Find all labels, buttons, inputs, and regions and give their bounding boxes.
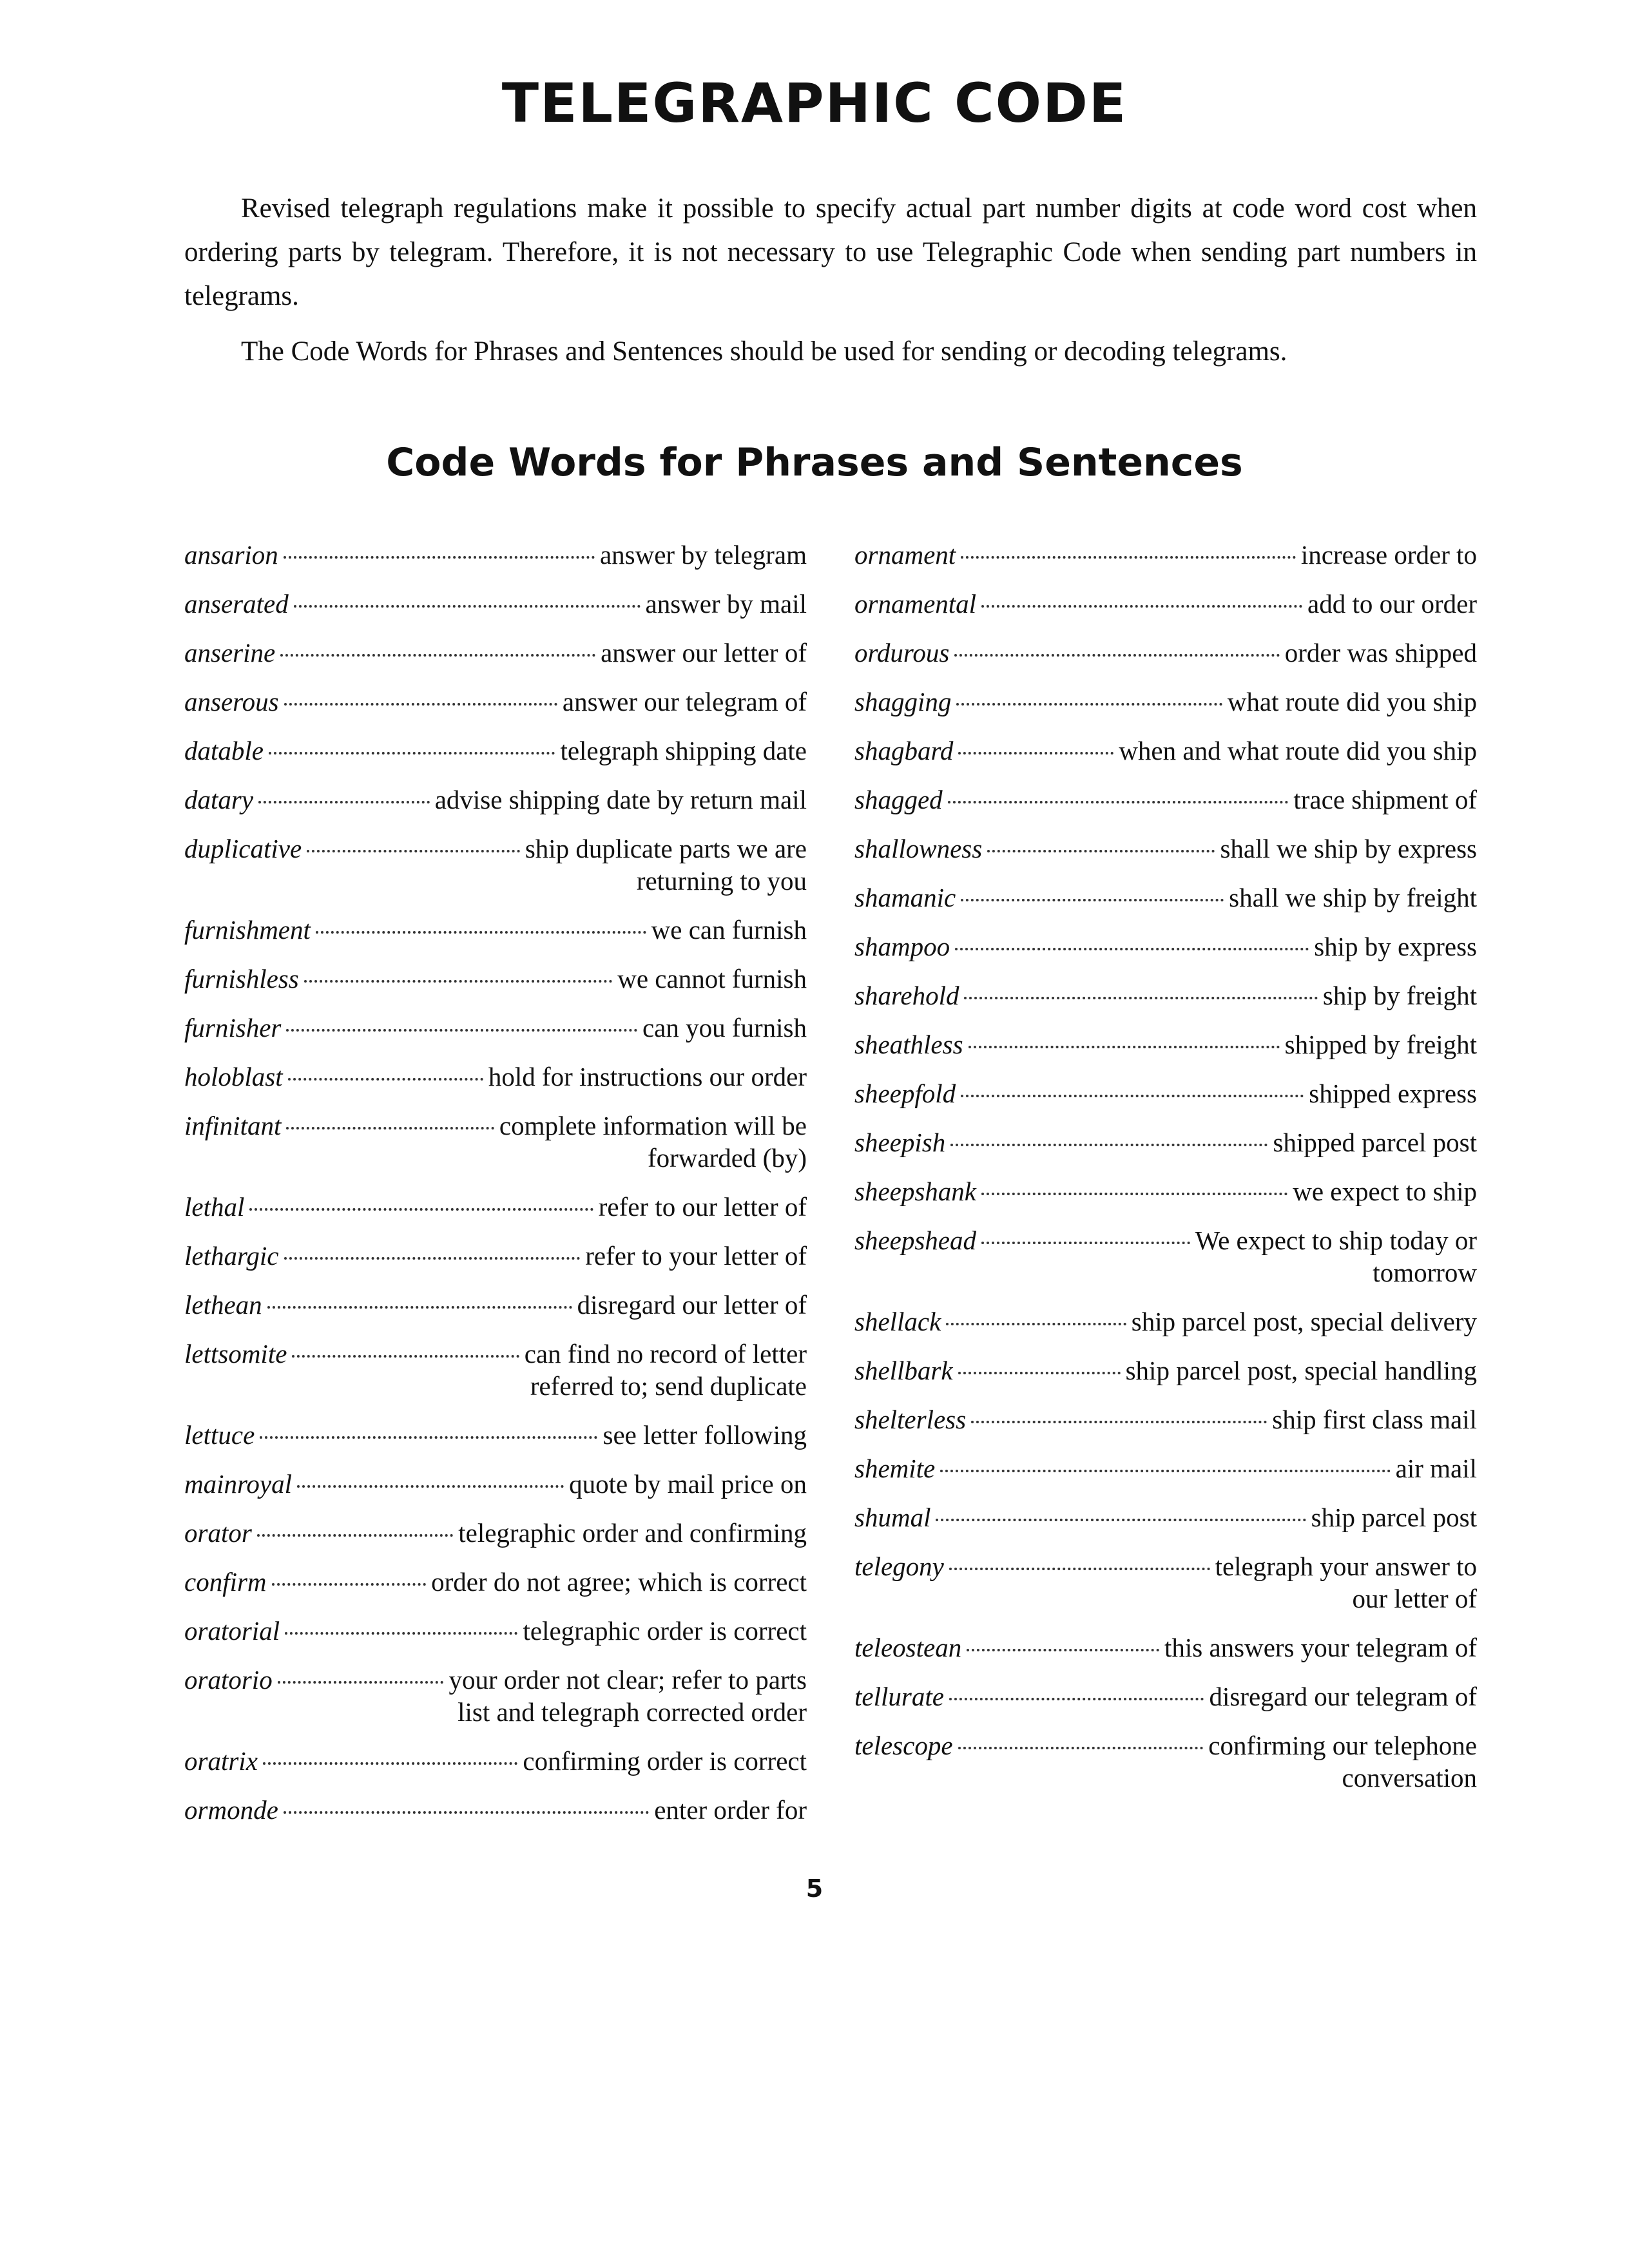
- code-entry-row: [854, 1028, 1477, 1061]
- code-meaning: order was shipped: [1284, 638, 1477, 668]
- code-entry: [184, 1615, 807, 1647]
- code-entry: [854, 686, 1477, 718]
- code-word: anserous: [184, 687, 279, 716]
- dot-leader: [950, 1144, 1268, 1146]
- code-entry-row: [854, 1452, 1477, 1485]
- code-words-right-column: [854, 539, 1477, 1811]
- dot-leader: [286, 1029, 637, 1032]
- code-entry-row: [854, 930, 1477, 963]
- intro-text: [184, 187, 1477, 385]
- code-entry: [184, 1794, 807, 1826]
- code-entry-row: [184, 1012, 807, 1044]
- code-entry: [184, 963, 807, 995]
- code-entry: [854, 1403, 1477, 1436]
- code-entry-row: [854, 1729, 1477, 1762]
- code-meaning: enter order for: [654, 1795, 807, 1825]
- code-meaning: shipped by freight: [1284, 1030, 1477, 1059]
- code-word: sheepfold: [854, 1079, 956, 1108]
- code-meaning: shipped express: [1309, 1079, 1477, 1108]
- code-entry: [184, 1566, 807, 1598]
- code-meaning: order do not agree; which is correct: [431, 1567, 807, 1597]
- code-meaning: telegraph your answer to: [1215, 1552, 1477, 1581]
- code-entry: [184, 1012, 807, 1044]
- code-meaning-continuation: referred to; send duplicate: [530, 1371, 807, 1401]
- code-entry: [854, 1680, 1477, 1713]
- code-word: mainroyal: [184, 1469, 293, 1499]
- page-title: TELEGRAPHIC CODE: [501, 72, 1128, 135]
- code-meaning: advise shipping date by return mail: [434, 785, 807, 814]
- code-entry: [854, 1452, 1477, 1485]
- dot-leader: [954, 654, 1279, 657]
- code-entry: [184, 588, 807, 620]
- code-word: shumal: [854, 1503, 931, 1532]
- code-meaning: ship parcel post, special delivery: [1131, 1307, 1477, 1336]
- dot-leader: [967, 1649, 1159, 1651]
- code-meaning: ship parcel post, special handling: [1125, 1356, 1477, 1385]
- intro-paragraph: The Code Words for Phrases and Sentences should be used for sending or decoding telegrams.: [241, 336, 1287, 367]
- code-meaning-continuation: list and telegraph corrected order: [458, 1697, 807, 1727]
- code-word: confirm: [184, 1567, 267, 1597]
- code-entry: [854, 1028, 1477, 1061]
- code-meaning: disregard our telegram of: [1209, 1682, 1477, 1711]
- code-meaning: see letter following: [602, 1420, 807, 1450]
- code-meaning-continuation: returning to you: [636, 866, 807, 896]
- code-meaning: we cannot furnish: [617, 964, 807, 994]
- code-word: shellbark: [854, 1356, 953, 1385]
- code-entry: [854, 1501, 1477, 1533]
- code-entry: [854, 637, 1477, 669]
- dot-leader: [285, 1632, 517, 1635]
- code-word: lethal: [184, 1192, 245, 1222]
- code-meaning: quote by mail price on: [569, 1469, 807, 1499]
- code-word: furnishless: [184, 964, 299, 994]
- code-entry-row: [854, 1224, 1477, 1256]
- code-entry: [184, 539, 807, 571]
- code-word: anserine: [184, 638, 276, 668]
- code-entry-row: [184, 1061, 807, 1093]
- code-entry-row: [184, 783, 807, 816]
- dot-leader: [958, 752, 1113, 754]
- code-entry: [854, 1077, 1477, 1110]
- intro-paragraph: Revised telegraph regulations make it possible to specify actual part number digits at code word cost when ordering parts by telegram. Therefore, it is not necessary to use Telegraphic Code when sending part numbers in telegrams.: [184, 193, 1477, 311]
- code-entry-row: [184, 588, 807, 620]
- code-entry-row: [854, 539, 1477, 571]
- dot-leader: [949, 1568, 1210, 1570]
- code-meaning: answer by telegram: [599, 540, 807, 570]
- code-entry-row: [184, 1191, 807, 1223]
- code-entry: [854, 930, 1477, 963]
- code-entry: [184, 1110, 807, 1174]
- code-entry: [854, 735, 1477, 767]
- code-word: shagged: [854, 785, 943, 814]
- code-meaning-continuation: conversation: [1342, 1763, 1477, 1792]
- code-word: oratrix: [184, 1746, 258, 1776]
- dot-leader: [969, 1046, 1280, 1048]
- code-meaning: can you furnish: [642, 1013, 807, 1043]
- dot-leader: [294, 605, 641, 608]
- code-entry-row: [184, 735, 807, 767]
- dot-leader: [961, 1095, 1304, 1097]
- code-word: shampoo: [854, 932, 950, 961]
- dot-leader: [987, 850, 1215, 852]
- code-meaning: ship parcel post: [1311, 1503, 1477, 1532]
- code-meaning: shall we ship by express: [1220, 834, 1477, 863]
- code-word: ansarion: [184, 540, 278, 570]
- code-entry-row: [854, 1501, 1477, 1533]
- code-entry: [184, 735, 807, 767]
- code-entry: [184, 832, 807, 897]
- code-entry: [184, 1061, 807, 1093]
- code-meaning: answer our letter of: [601, 638, 807, 668]
- page-number: 5: [805, 1874, 824, 1903]
- code-entry-row: [184, 1566, 807, 1598]
- code-meaning: answer our telegram of: [562, 687, 807, 716]
- code-meaning: telegraph shipping date: [560, 736, 807, 765]
- code-meaning: can find no record of letter: [524, 1339, 807, 1369]
- code-entry: [854, 1126, 1477, 1158]
- code-word: shellack: [854, 1307, 941, 1336]
- code-entry: [854, 588, 1477, 620]
- code-entry: [854, 832, 1477, 865]
- code-entry-row: [184, 1240, 807, 1272]
- code-word: ornamental: [854, 589, 977, 619]
- code-entry-row: [854, 1305, 1477, 1338]
- dot-leader: [946, 1323, 1126, 1325]
- dot-leader: [971, 1421, 1267, 1423]
- code-meaning: confirming order is correct: [523, 1746, 807, 1776]
- code-meaning: ship duplicate parts we are: [525, 834, 807, 863]
- code-word: datable: [184, 736, 264, 765]
- code-entry: [184, 686, 807, 718]
- code-word: sheepshank: [854, 1177, 977, 1206]
- code-entry-row: [184, 1615, 807, 1647]
- code-entry-row: [184, 1110, 807, 1142]
- code-meaning: ship by freight: [1322, 981, 1477, 1010]
- code-word: telegony: [854, 1552, 944, 1581]
- code-entry: [854, 1354, 1477, 1387]
- code-entry-row: [184, 539, 807, 571]
- code-word: anserated: [184, 589, 289, 619]
- section-title: Code Words for Phrases and Sentences: [386, 440, 1243, 485]
- dot-leader: [288, 1078, 483, 1081]
- code-entry: [854, 783, 1477, 816]
- code-entry: [184, 1664, 807, 1728]
- code-meaning: trace shipment of: [1293, 785, 1477, 814]
- code-entry-row: [854, 1175, 1477, 1207]
- dot-leader: [940, 1470, 1390, 1472]
- dot-leader: [956, 703, 1222, 706]
- code-entry-row: [854, 1077, 1477, 1110]
- code-word: ordurous: [854, 638, 950, 668]
- code-word: sharehold: [854, 981, 959, 1010]
- dot-leader: [981, 1242, 1190, 1244]
- code-entry-row: [854, 832, 1477, 865]
- dot-leader: [304, 980, 613, 983]
- code-entry-row: [854, 686, 1477, 718]
- code-word: sheepish: [854, 1128, 946, 1157]
- code-word: duplicative: [184, 834, 302, 863]
- code-word: shallowness: [854, 834, 983, 863]
- code-meaning: increase order to: [1300, 540, 1477, 570]
- dot-leader: [292, 1355, 519, 1358]
- code-entry-row: [854, 735, 1477, 767]
- code-entry-row: [184, 914, 807, 946]
- code-entry: [184, 1468, 807, 1500]
- dot-leader: [267, 1306, 572, 1309]
- code-meaning: ship first class mail: [1272, 1405, 1477, 1434]
- dot-leader: [958, 1747, 1204, 1749]
- code-meaning: air mail: [1395, 1454, 1477, 1483]
- code-entry-row: [854, 881, 1477, 914]
- code-meaning: when and what route did you ship: [1119, 736, 1477, 765]
- code-entry-row: [184, 1664, 807, 1696]
- code-word: teleostean: [854, 1633, 962, 1662]
- code-entry: [854, 1729, 1477, 1794]
- dot-leader: [249, 1208, 593, 1211]
- code-word: telescope: [854, 1731, 953, 1760]
- dot-leader: [958, 1372, 1121, 1374]
- dot-leader: [260, 1436, 597, 1439]
- code-meaning: we can furnish: [651, 915, 807, 945]
- dot-leader: [949, 1698, 1204, 1700]
- code-meaning-continuation: our letter of: [1352, 1584, 1477, 1613]
- code-entry-row: [184, 1745, 807, 1777]
- code-entry-row: [854, 1550, 1477, 1582]
- code-word: lethean: [184, 1290, 262, 1320]
- code-entry-row: [184, 1289, 807, 1321]
- dot-leader: [286, 1127, 494, 1129]
- code-entry-row: [184, 1419, 807, 1451]
- code-word: datary: [184, 785, 254, 814]
- code-entry: [184, 1289, 807, 1321]
- code-entry-row: [854, 1403, 1477, 1436]
- code-entry: [854, 979, 1477, 1012]
- code-word: lethargic: [184, 1241, 279, 1271]
- code-meaning-continuation: tomorrow: [1373, 1258, 1477, 1287]
- code-entry-row: [184, 832, 807, 865]
- code-entry: [184, 783, 807, 816]
- code-word: shagbard: [854, 736, 954, 765]
- code-entry: [184, 914, 807, 946]
- code-meaning: shipped parcel post: [1273, 1128, 1477, 1157]
- code-meaning: disregard our letter of: [577, 1290, 807, 1320]
- dot-leader: [936, 1519, 1306, 1521]
- dot-leader: [961, 556, 1296, 559]
- code-entry: [184, 1338, 807, 1402]
- code-meaning: this answers your telegram of: [1164, 1633, 1477, 1662]
- dot-leader: [284, 556, 595, 559]
- dot-leader: [981, 605, 1302, 608]
- dot-leader: [964, 997, 1317, 999]
- code-entry-row: [854, 1354, 1477, 1387]
- code-entry-row: [184, 963, 807, 995]
- code-entry-row: [854, 637, 1477, 669]
- code-meaning: confirming our telephone: [1208, 1731, 1477, 1760]
- dot-leader: [284, 1811, 649, 1814]
- dot-leader: [955, 948, 1309, 950]
- code-entry: [854, 1550, 1477, 1615]
- dot-leader: [272, 1583, 427, 1586]
- code-word: orator: [184, 1518, 252, 1548]
- code-word: sheathless: [854, 1030, 963, 1059]
- code-word: furnisher: [184, 1013, 282, 1043]
- code-entry: [184, 1745, 807, 1777]
- code-entry-row: [854, 588, 1477, 620]
- code-word: oratorial: [184, 1616, 280, 1646]
- code-word: lettuce: [184, 1420, 255, 1450]
- code-meaning: We expect to ship today or: [1195, 1225, 1477, 1255]
- code-entry-row: [854, 1631, 1477, 1664]
- code-word: shamanic: [854, 883, 956, 912]
- code-meaning: we expect to ship: [1293, 1177, 1477, 1206]
- dot-leader: [948, 801, 1289, 803]
- dot-leader: [278, 1681, 444, 1684]
- code-meaning: refer to our letter of: [598, 1192, 807, 1222]
- code-entry-row: [854, 783, 1477, 816]
- code-entry: [184, 1419, 807, 1451]
- code-meaning: refer to your letter of: [585, 1241, 807, 1271]
- code-word: tellurate: [854, 1682, 944, 1711]
- dot-leader: [316, 931, 646, 934]
- code-word: ornament: [854, 540, 956, 570]
- code-entry: [854, 881, 1477, 914]
- code-entry-row: [184, 1794, 807, 1826]
- code-word: infinitant: [184, 1111, 282, 1140]
- code-entry: [854, 1175, 1477, 1207]
- code-word: shelterless: [854, 1405, 967, 1434]
- code-meaning: your order not clear; refer to parts: [448, 1665, 807, 1695]
- code-entry-row: [854, 1680, 1477, 1713]
- dot-leader: [307, 850, 520, 852]
- dot-leader: [981, 1193, 1287, 1195]
- dot-leader: [284, 703, 557, 706]
- dot-leader: [257, 1534, 453, 1537]
- code-meaning: answer by mail: [645, 589, 807, 619]
- code-entry: [184, 1240, 807, 1272]
- dot-leader: [297, 1485, 564, 1488]
- code-entry: [854, 1631, 1477, 1664]
- code-entry: [854, 1224, 1477, 1289]
- code-entry: [184, 1191, 807, 1223]
- code-meaning: shall we ship by freight: [1229, 883, 1477, 912]
- dot-leader: [269, 752, 555, 754]
- code-entry-row: [184, 686, 807, 718]
- code-word: lettsomite: [184, 1339, 287, 1369]
- code-meaning: telegraphic order and confirming: [458, 1518, 807, 1548]
- code-meaning: telegraphic order is correct: [523, 1616, 807, 1646]
- code-entry: [854, 1305, 1477, 1338]
- code-entry: [184, 637, 807, 669]
- dot-leader: [263, 1762, 518, 1765]
- code-entry-row: [854, 979, 1477, 1012]
- code-entry: [854, 539, 1477, 571]
- code-entry-row: [854, 1126, 1477, 1158]
- code-meaning: ship by express: [1314, 932, 1477, 961]
- code-word: oratorio: [184, 1665, 273, 1695]
- code-meaning: hold for instructions our order: [488, 1062, 807, 1091]
- code-word: holoblast: [184, 1062, 283, 1091]
- code-words-left-column: [184, 539, 807, 1843]
- code-entry-row: [184, 1468, 807, 1500]
- dot-leader: [284, 1257, 581, 1260]
- code-entry-row: [184, 1338, 807, 1370]
- dot-leader: [961, 899, 1224, 901]
- code-meaning: complete information will be: [499, 1111, 807, 1140]
- code-word: shagging: [854, 687, 952, 716]
- dot-leader: [280, 654, 595, 657]
- code-entry: [184, 1517, 807, 1549]
- code-word: ormonde: [184, 1795, 278, 1825]
- dot-leader: [258, 801, 430, 803]
- code-meaning: what route did you ship: [1227, 687, 1477, 716]
- code-meaning: add to our order: [1307, 589, 1477, 619]
- code-word: shemite: [854, 1454, 936, 1483]
- code-meaning-continuation: forwarded (by): [647, 1143, 807, 1173]
- code-entry-row: [184, 637, 807, 669]
- code-entry-row: [184, 1517, 807, 1549]
- code-word: furnishment: [184, 915, 311, 945]
- code-word: sheepshead: [854, 1225, 977, 1255]
